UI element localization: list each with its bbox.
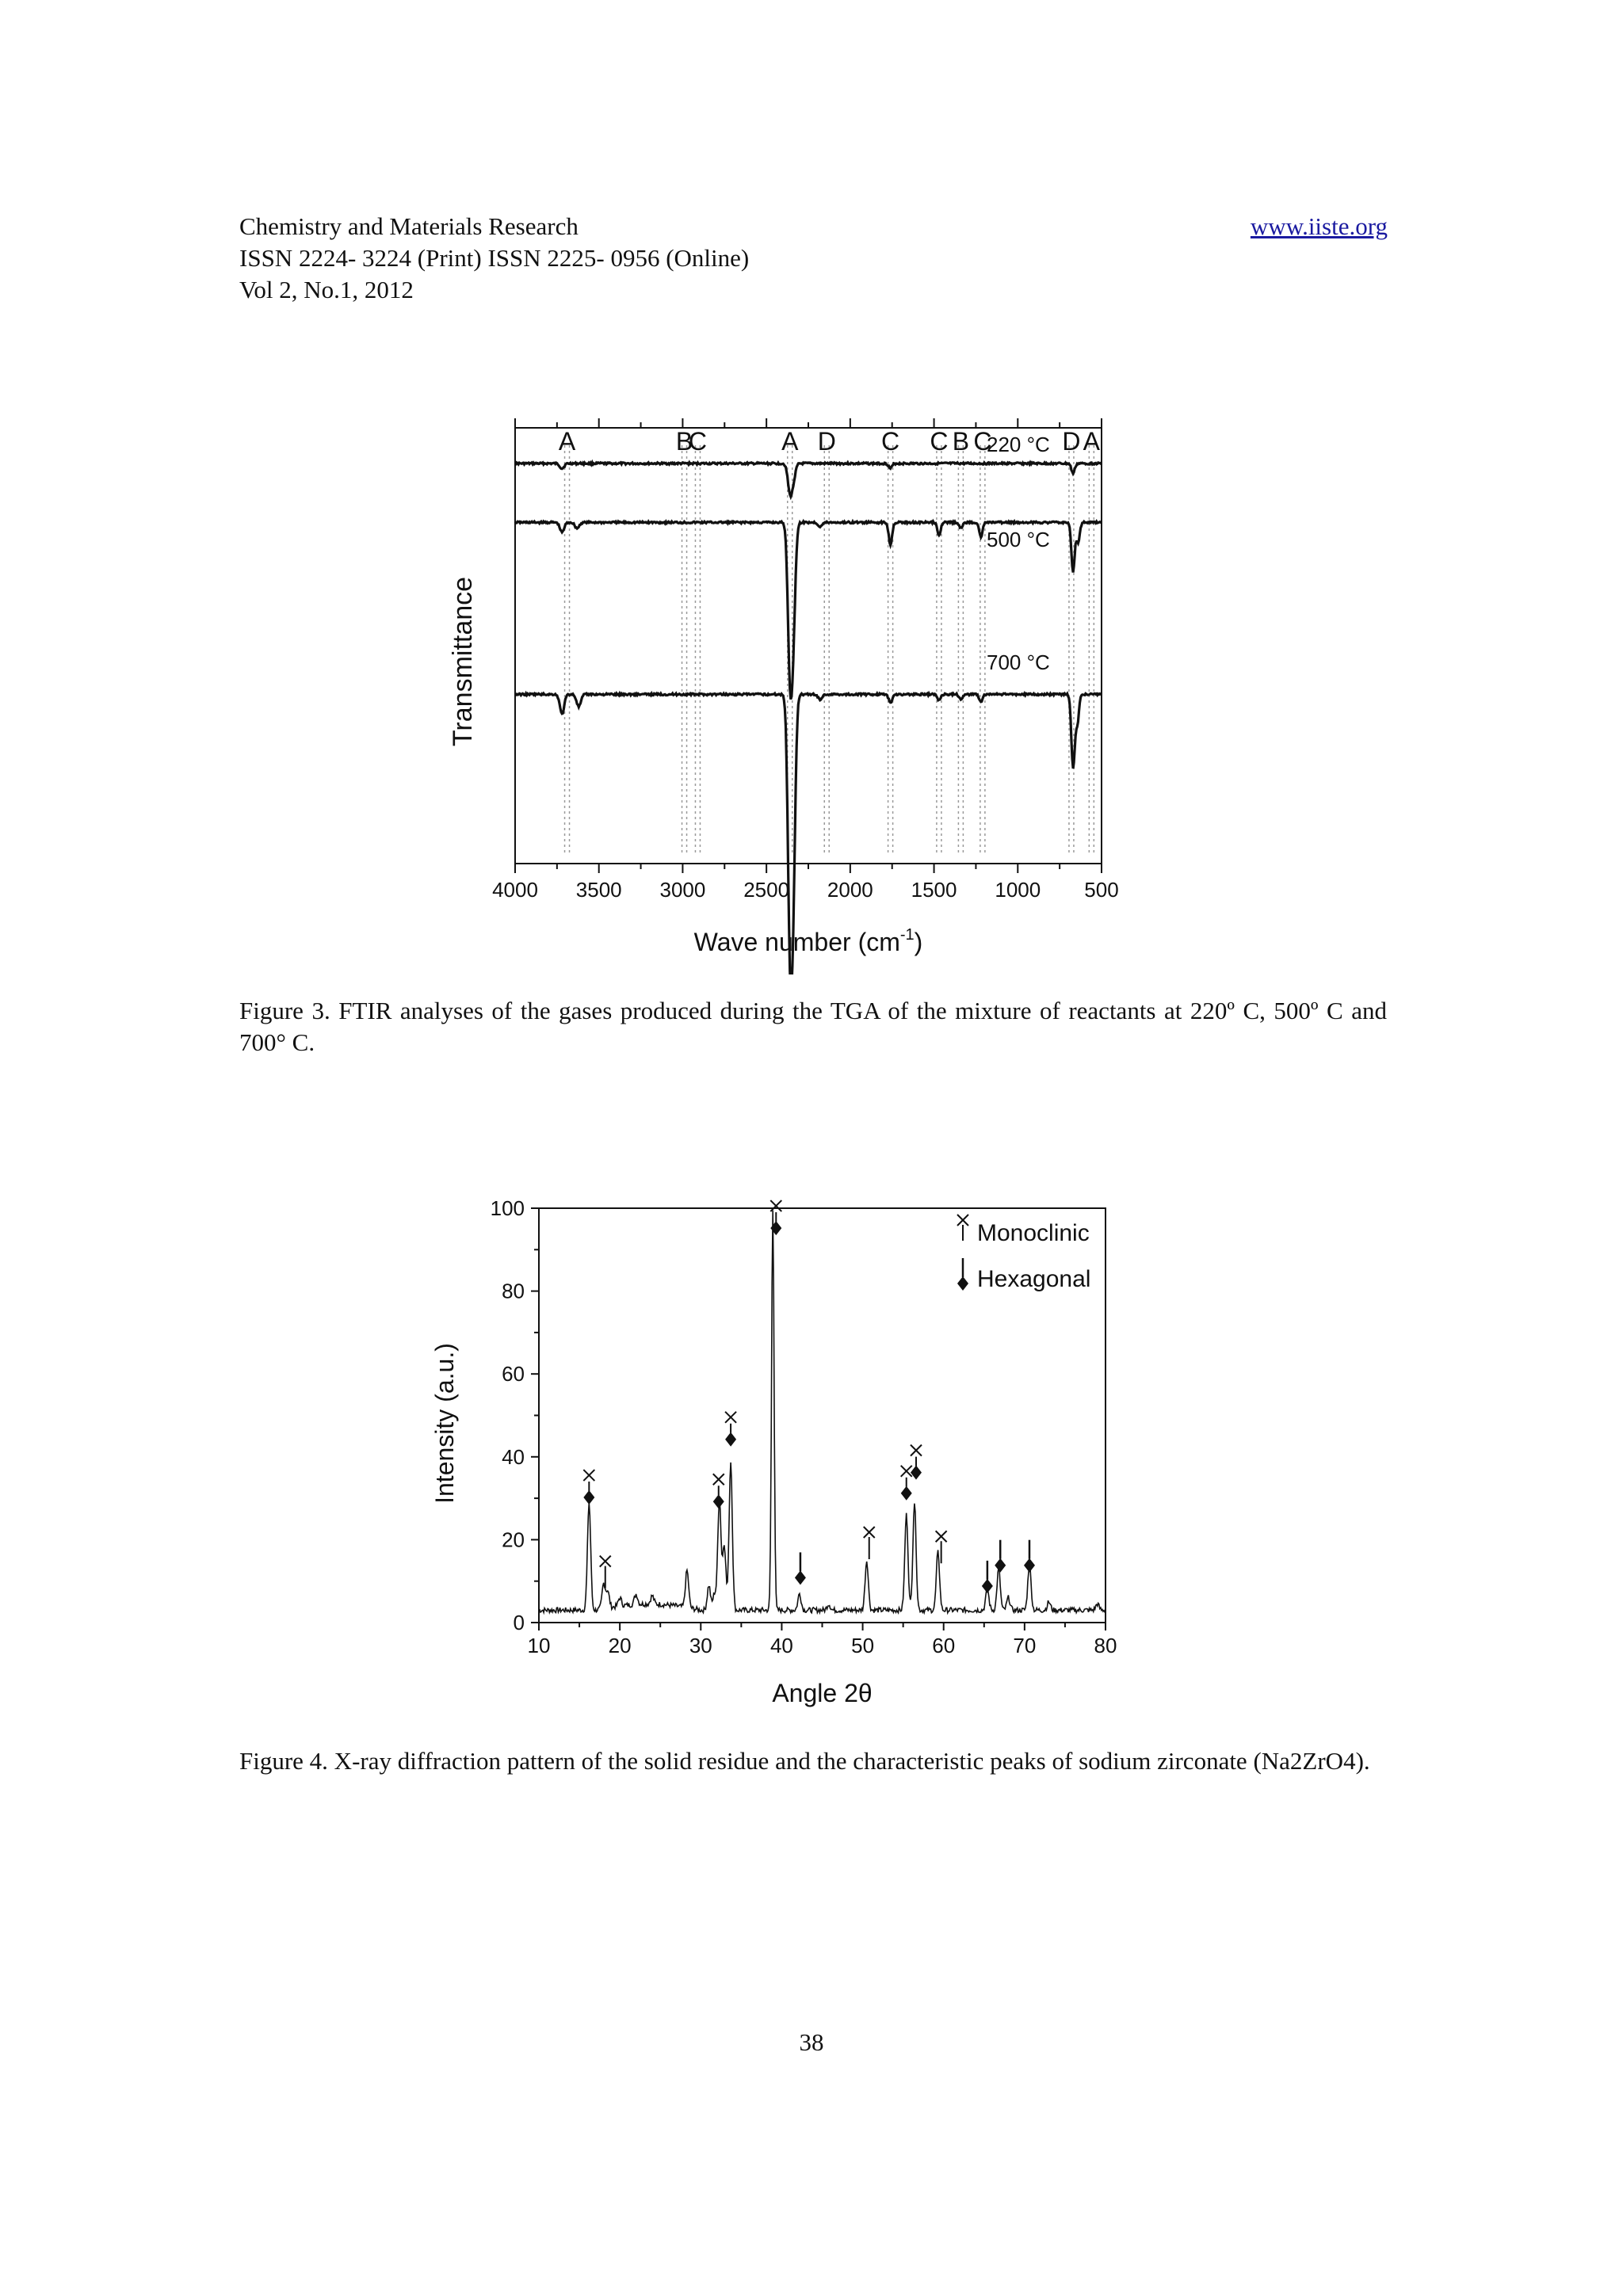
journal-title: Chemistry and Materials Research: [239, 212, 579, 240]
xrd-hexagonal-marker: [795, 1570, 806, 1585]
ftir-y-axis-label: Transmittance: [448, 576, 478, 747]
xrd-x-tick-label: 20: [608, 1634, 632, 1657]
xrd-legend-hexagonal-label: Hexagonal: [977, 1266, 1091, 1292]
journal-url-link[interactable]: www.iiste.org: [1250, 212, 1388, 240]
ftir-x-tick-label: 4000: [492, 878, 538, 902]
xrd-y-axis-label: Intensity (a.u.): [430, 1343, 459, 1504]
xrd-x-tick-label: 40: [769, 1634, 793, 1657]
ftir-series-label: 220 °C: [987, 433, 1050, 456]
ftir-band-label: C: [881, 427, 900, 456]
ftir-band-label: B: [952, 427, 970, 456]
journal-issn: ISSN 2224- 3224 (Print) ISSN 2225- 0956 (Online): [239, 244, 750, 272]
page-number: 38: [799, 2028, 824, 2056]
xrd-chart: [412, 1188, 1205, 1727]
xrd-x-tick-label: 80: [1094, 1634, 1117, 1657]
xrd-hexagonal-marker: [995, 1558, 1006, 1573]
ftir-series-label: 500 °C: [987, 528, 1050, 551]
xrd-hexagonal-marker: [725, 1432, 736, 1447]
xrd-x-axis-label: Angle 2θ: [772, 1679, 873, 1707]
ftir-band-label: A: [781, 427, 799, 456]
ftir-x-tick-label: 3000: [659, 878, 706, 902]
ftir-plot-frame: [515, 428, 1102, 864]
ftir-band-label: A: [558, 427, 576, 456]
xrd-hexagonal-marker: [901, 1486, 912, 1501]
xrd-hexagonal-marker: [713, 1494, 724, 1508]
ftir-x-tick-label: 1000: [995, 878, 1041, 902]
xrd-hexagonal-marker: [982, 1579, 993, 1593]
figure-3-caption: Figure 3. FTIR analyses of the gases produced during the TGA of the mixture of reactants at 220º C, 500º C and 700° C.: [239, 997, 1387, 1056]
ftir-spectrum-0: [515, 463, 1102, 497]
ftir-band-label: D: [1062, 427, 1081, 456]
xrd-legend-monoclinic-label: Monoclinic: [977, 1220, 1090, 1246]
ftir-x-tick-label: 2000: [827, 878, 873, 902]
xrd-y-tick-label: 40: [502, 1444, 525, 1469]
journal-volume: Vol 2, No.1, 2012: [239, 276, 414, 303]
ftir-band-label: D: [817, 427, 836, 456]
ftir-x-axis-label-base: Wave number (cm: [693, 928, 900, 956]
xrd-x-tick-label: 10: [527, 1634, 551, 1657]
xrd-x-tick-label: 50: [851, 1634, 875, 1657]
figure-4-caption: Figure 4. X-ray diffraction pattern of the solid residue and the characteristic peaks of sodium zirconate (Na2ZrO4).: [239, 1747, 1370, 1775]
ftir-band-label: C: [930, 427, 949, 456]
ftir-x-axis-label: [694, 926, 923, 956]
ftir-x-axis-label-sup: -1: [899, 926, 915, 944]
ftir-band-label: B: [675, 427, 693, 456]
ftir-x-tick-label: 3500: [575, 878, 622, 902]
ftir-band-label: C: [973, 427, 992, 456]
xrd-hexagonal-marker: [911, 1466, 922, 1480]
ftir-x-tick-label: 500: [1084, 878, 1119, 902]
xrd-hexagonal-marker: [583, 1490, 594, 1505]
xrd-x-tick-label: 60: [932, 1634, 956, 1657]
ftir-series-label: 700 °C: [987, 650, 1050, 674]
xrd-x-tick-label: 30: [689, 1634, 712, 1657]
ftir-band-label: C: [688, 427, 708, 456]
xrd-y-tick-label: 80: [502, 1279, 525, 1303]
xrd-y-tick-label: 20: [502, 1527, 525, 1552]
ftir-x-axis-label-close: ): [914, 928, 923, 956]
ftir-x-tick-label: 1500: [911, 878, 957, 902]
ftir-band-label: A: [1083, 427, 1100, 456]
xrd-x-tick-label: 70: [1013, 1634, 1037, 1657]
xrd-hexagonal-marker: [1024, 1558, 1035, 1573]
xrd-y-tick-label: 0: [513, 1611, 525, 1634]
xrd-y-tick-label: 60: [502, 1362, 525, 1386]
ftir-x-tick-label: 2500: [743, 878, 790, 902]
ftir-chart: [428, 396, 1220, 974]
xrd-y-tick-label: 100: [490, 1196, 525, 1220]
xrd-legend-hexagonal-icon: [957, 1276, 968, 1291]
